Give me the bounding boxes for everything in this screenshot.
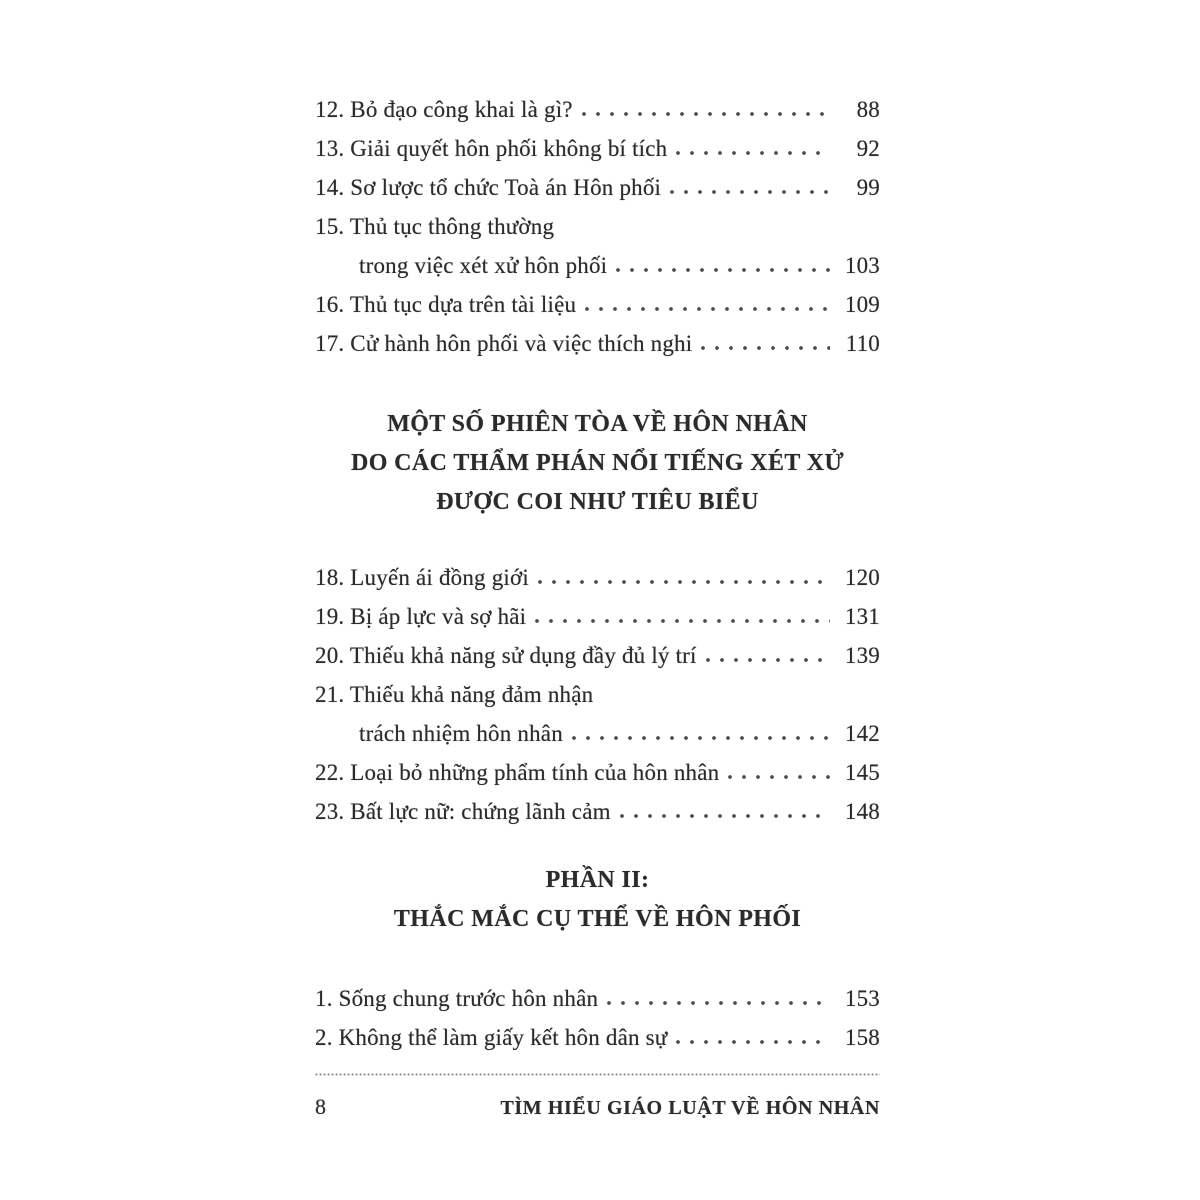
- toc-entry: [315, 792, 880, 831]
- section-heading-line: MỘT SỐ PHIÊN TÒA VỀ HÔN NHÂN: [387, 411, 808, 437]
- footer-divider: [315, 1073, 880, 1076]
- toc-section-1: [315, 90, 880, 363]
- toc-entry-label: 19. Bị áp lực và sợ hãi: [315, 604, 527, 629]
- toc-entry-page: 109: [844, 292, 880, 317]
- dot-leader: [669, 189, 830, 195]
- toc-entry-continuation: [315, 714, 880, 753]
- toc-entry-label: 1. Sống chung trước hôn nhân: [315, 986, 599, 1011]
- toc-entry-label: 23. Bất lực nữ: chứng lãnh cảm: [315, 799, 611, 824]
- dot-leader: [581, 111, 830, 117]
- toc-entry-label: 17. Cử hành hôn phối và việc thích nghi: [315, 331, 693, 356]
- section-heading-line: ĐƯỢC COI NHƯ TIÊU BIỂU: [436, 489, 759, 515]
- running-title: TÌM HIỂU GIÁO LUẬT VỀ HÔN NHÂN: [500, 1097, 880, 1119]
- toc-entry-page: 99: [856, 175, 880, 200]
- toc-entry-page: 142: [844, 721, 880, 746]
- dot-leader: [727, 774, 830, 780]
- dot-leader: [534, 618, 830, 624]
- dot-leader: [606, 1000, 830, 1006]
- toc-entry-page: 158: [844, 1025, 880, 1050]
- toc-entry: [315, 558, 880, 597]
- toc-entry-page: 145: [844, 760, 880, 785]
- toc-entry-page: 139: [844, 643, 880, 668]
- toc-section-3: [315, 979, 880, 1057]
- toc-entry-page: 92: [856, 136, 880, 161]
- toc-entry-page: 88: [856, 97, 880, 122]
- dot-leader: [700, 345, 830, 351]
- toc-entry: [315, 753, 880, 792]
- toc-entry: [315, 1018, 880, 1057]
- toc-entry-label: 14. Sơ lược tổ chức Toà án Hôn phối: [315, 175, 662, 200]
- toc-entry: [315, 168, 880, 207]
- toc-entry-label: 22. Loại bỏ những phẩm tính của hôn nhân: [315, 760, 720, 785]
- dot-leader: [615, 267, 830, 273]
- dot-leader: [675, 1039, 830, 1045]
- toc-entry: [315, 636, 880, 675]
- toc-entry: [315, 675, 880, 714]
- toc-entry-label: 18. Luyến ái đồng giới: [315, 565, 529, 590]
- toc-entry-label: 15. Thủ tục thông thường: [315, 214, 555, 239]
- toc-content: [315, 0, 880, 1120]
- dot-leader: [584, 306, 830, 312]
- toc-entry-page: 103: [844, 253, 880, 278]
- toc-entry-page: 148: [844, 799, 880, 824]
- toc-entry: [315, 979, 880, 1018]
- toc-entry: [315, 90, 880, 129]
- dot-leader: [675, 150, 830, 156]
- toc-entry: [315, 597, 880, 636]
- toc-entry-label: 21. Thiếu khả năng đảm nhận: [315, 682, 594, 707]
- toc-entry-label: 13. Giải quyết hôn phối không bí tích: [315, 136, 668, 161]
- dot-leader: [537, 579, 830, 585]
- toc-entry-label: trách nhiệm hôn nhân: [359, 721, 563, 746]
- page-footer: [315, 1094, 880, 1120]
- toc-entry-page: 153: [844, 986, 880, 1011]
- page-number: 8: [315, 1094, 326, 1119]
- toc-entry-label: 20. Thiếu khả năng sử dụng đầy đủ lý trí: [315, 643, 697, 668]
- toc-entry-page: 131: [844, 604, 880, 629]
- toc-section-2: [315, 558, 880, 831]
- toc-entry-page: 110: [845, 331, 880, 356]
- toc-entry: [315, 324, 880, 363]
- toc-entry-page: 120: [844, 565, 880, 590]
- toc-entry-continuation: [315, 246, 880, 285]
- section-heading-line: PHẦN II:: [545, 867, 650, 893]
- dot-leader: [705, 657, 830, 663]
- section-heading-line: THẮC MẮC CỤ THỂ VỀ HÔN PHỐI: [393, 906, 802, 932]
- section-heading-part2: [315, 861, 880, 939]
- toc-entry-label: trong việc xét xử hôn phối: [359, 253, 608, 278]
- toc-entry-label: 2. Không thể làm giấy kết hôn dân sự: [315, 1025, 668, 1050]
- section-heading-line: DO CÁC THẨM PHÁN NỔI TIẾNG XÉT XỬ: [350, 450, 845, 476]
- toc-entry: [315, 207, 880, 246]
- dot-leader: [619, 813, 830, 819]
- toc-entry-label: 16. Thủ tục dựa trên tài liệu: [315, 292, 577, 317]
- toc-entry-label: 12. Bỏ đạo công khai là gì?: [315, 97, 573, 122]
- section-heading-trials: [315, 405, 880, 522]
- dot-leader: [571, 735, 830, 741]
- toc-entry: [315, 285, 880, 324]
- toc-entry: [315, 129, 880, 168]
